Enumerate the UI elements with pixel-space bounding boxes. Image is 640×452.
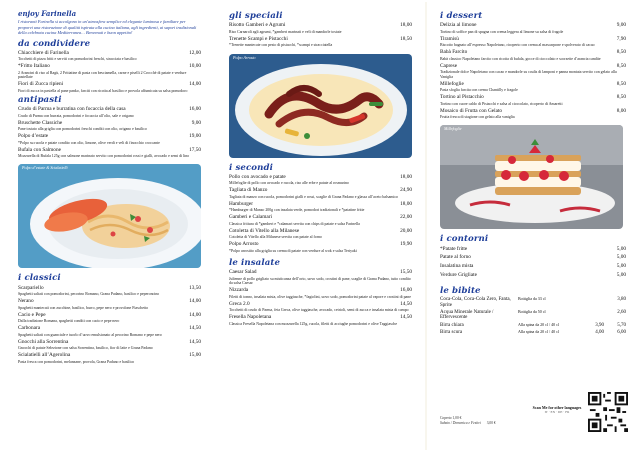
- qr-code-icon[interactable]: [588, 392, 628, 432]
- menu-item-name: Pollo con avocado e patate: [229, 173, 286, 180]
- menu-item-desc: *Trenette mantecate con pesto di pistacchi, *scampi e stracciatella: [229, 43, 333, 48]
- menu-item-desc: Tradizionale dolce Napoletano con cacao e mandorle su coulis di lamponi e panna montata servito con gelato alla Vaniglia: [440, 70, 617, 79]
- menu-item-row: [18, 313, 201, 319]
- menu-item-row: [18, 299, 201, 305]
- section-antipasti: [18, 96, 201, 159]
- menu-item-row: [440, 23, 626, 29]
- menu-item-desc: Classica frittura di *gamberi e *calamari servita con chips di patate e salsa Farinella: [229, 221, 360, 226]
- menu-item-row: [440, 37, 626, 43]
- menu-item-row: [440, 255, 626, 261]
- menu-item-name: Scialatielli all’Agerolina: [18, 352, 71, 359]
- menu-item-name: Tortino al Pistacchio: [440, 94, 484, 101]
- section-title: gli speciali: [229, 11, 283, 21]
- menu-item-price: 19,90: [400, 241, 412, 248]
- menu-item-desc: Dalla tradizione Romana, spaghetti conditi con cacio e pepe nero: [18, 319, 120, 324]
- menu-item: [229, 229, 412, 240]
- drink-name: Birra chiara: [440, 322, 464, 328]
- section-da-condividere: [18, 40, 201, 93]
- scan-text: Scan Me for other languages: [532, 405, 582, 410]
- photo-pasta-shrimp: [18, 164, 201, 268]
- drink-price-large: 5,70: [617, 322, 626, 328]
- menu-item-price: 18,00: [400, 22, 412, 29]
- menu-item: [18, 64, 201, 79]
- menu-column-2: [213, 0, 426, 452]
- menu-item: [440, 95, 626, 106]
- menu-item-desc: Riso Carnaroli agli agrumi, *gamberi marinati e veli di mandorle tostate: [229, 29, 342, 34]
- photo-polpo-arrosto: [229, 54, 412, 158]
- menu-item-desc: Filetti di tonno, insalata mista, olive taggiasche, *fagiolini, uovo sodo, pomodorini patate al vapore e crostini di pane: [229, 294, 411, 299]
- drink-row: [440, 330, 626, 336]
- menu-item: [18, 107, 201, 118]
- menu-item-price: 14,50: [189, 325, 201, 332]
- fee-info: [440, 416, 496, 425]
- menu-item: [440, 23, 626, 34]
- menu-item-name: Millefoglie: [440, 80, 464, 87]
- menu-item-row: [440, 264, 626, 270]
- menu-item-price: 5,00: [616, 254, 626, 261]
- menu-item-desc: Julienne di pollo grigliato su misticanza dell’orto, uovo sodo, crostini di pane, scaglie di Grana Padano, tutto condito da salsa Caesar: [229, 276, 411, 286]
- menu-item-desc: Millefoglie di pollo con avocado e rucola, riso alle erbe e patate al rosmarino: [229, 181, 349, 186]
- pasta-shrimp-image: [18, 164, 201, 268]
- scan-langs: IT · EN · DE · FR: [544, 409, 570, 414]
- menu-item: [229, 315, 412, 326]
- menu-item-desc: Spaghetti saltati con guanciale e tuorlo d’uovo emulsionato al pecorino Romano e pepe nero: [18, 332, 162, 337]
- menu-item: [229, 242, 412, 253]
- menu-item-desc: Tortino di soffice pan di spagna con crema leggera al limone su salsa di fragole: [440, 29, 564, 34]
- menu-item-name: Gamberi e Calamari: [229, 214, 272, 221]
- menu-item: [18, 286, 201, 297]
- section-title: antipasti: [18, 94, 62, 105]
- menu-item-desc: Pasta fresca con pomodorini, melanzane, provola, Grana Padano e basilico: [18, 359, 135, 364]
- drink-name: Acqua Minerale Naturale / Effervescente: [440, 309, 494, 321]
- menu-item-desc: *Polpo su rucola e patate condito con olio, limone, olive verdi e veli di finocchio croccante: [18, 140, 160, 145]
- menu-item-name: Cotoletta di Vitello alla Milanese: [229, 227, 300, 234]
- menu-item-name: Delizia al limone: [440, 22, 477, 29]
- menu-item-price: 14,50: [189, 338, 201, 345]
- menu-item: [440, 247, 626, 253]
- section-title: i dessert: [440, 11, 483, 21]
- menu-item-desc: Mozzarella di Bufala 125g con salmone marinato servito con pomodorini rossi e gialli, avocado e semi di lino: [18, 154, 190, 159]
- section-title: le bibite: [440, 285, 481, 296]
- menu-item-price: 24,90: [400, 187, 412, 194]
- menu-item-price: 8,50: [616, 94, 626, 101]
- drink-price: 3,80: [617, 297, 626, 303]
- menu-item-name: Caesar Salad: [229, 269, 257, 276]
- menu-item-price: 5,00: [616, 245, 626, 252]
- menu-item-row: [440, 273, 626, 279]
- menu-item-name: Fresella Napoletana: [229, 314, 272, 321]
- drink-row: [440, 310, 626, 321]
- menu-item: [18, 326, 201, 337]
- menu-item: [229, 215, 412, 226]
- section-title: da condividere: [18, 38, 91, 49]
- menu-footer: [440, 388, 628, 438]
- menu-item: [18, 82, 201, 93]
- menu-item-name: Bufala con Salmone: [18, 146, 61, 153]
- drink-size: Bottiglia da 50 cl: [518, 308, 546, 314]
- menu-item-name: *Patate fritte: [440, 245, 468, 252]
- menu-item: [18, 299, 201, 310]
- menu-item-row: [440, 82, 626, 88]
- drink-row: [440, 297, 626, 308]
- menu-item-price: 22,00: [400, 214, 412, 221]
- intro-title: enjoy Farinella: [18, 9, 77, 18]
- menu-column-3: [426, 0, 640, 452]
- menu-item-row: [229, 288, 412, 294]
- menu-item-name: Gnocchi alla Sorrentina: [18, 338, 69, 345]
- menu-item-row: [18, 353, 201, 359]
- menu-item-name: Hamburger: [229, 200, 254, 207]
- menu-item-name: Chiacchiere di Farinella: [18, 49, 69, 56]
- section-i-contorni: [440, 235, 626, 278]
- menu-item: [440, 37, 626, 48]
- millefoglie-image: [440, 125, 623, 229]
- menu-item-row: [229, 37, 412, 43]
- menu-item-desc: Tortino con cuore caldo di Pistacchi e salsa al cioccolato, ricoperto di Amaretti: [440, 101, 563, 106]
- menu-item-row: [440, 95, 626, 101]
- section-title: i classici: [18, 273, 61, 284]
- menu-item-desc: Classica Fresella Napoletana con mozzarella 125g, rucola, filetti di acciughe pomodorini e olive Taggiasche: [229, 321, 398, 326]
- menu-item-name: Risotto Gamberi e Agrumi: [229, 22, 286, 29]
- menu-item-row: [440, 64, 626, 70]
- drink-row: [440, 323, 626, 329]
- menu-item-price: 10,00: [189, 63, 201, 70]
- menu-item: [440, 82, 626, 93]
- fee-extra: Sabato / Domenica e Festivi: [440, 420, 481, 425]
- menu-item-price: 14,00: [189, 81, 201, 88]
- menu-item-price: 14,50: [400, 300, 412, 307]
- menu-item-row: [229, 23, 412, 29]
- menu-item-desc: Crudo di Parma con burrata, pomodorini e focaccia all’olio, sale e origano: [18, 113, 134, 118]
- menu-item: [18, 340, 201, 351]
- menu-item-price: 9,00: [191, 119, 201, 126]
- menu-item-row: [440, 109, 626, 115]
- menu-item-desc: Spaghetti mantecati con zucchine, basilico, burro, pepe nero e provolone Fiaschetto: [18, 305, 149, 310]
- menu-item-desc: *Hamburger di Manzo 200g con insalata verde, pomodori tradizionali e *patatine fritte: [229, 208, 365, 213]
- drink-size: Alla spina da 20 cl / 40 cl: [518, 328, 559, 334]
- menu-item-row: [229, 242, 412, 248]
- menu-item-row: [18, 82, 201, 88]
- menu-item-price: 14,00: [189, 298, 201, 305]
- menu-item: [440, 264, 626, 270]
- menu-item-price: 7,90: [616, 35, 626, 42]
- scan-note: [530, 406, 584, 415]
- menu-item-price: 17,50: [189, 146, 201, 153]
- menu-item-name: Greca 2.0: [229, 300, 250, 307]
- menu-item-name: Scarpariello: [18, 284, 44, 291]
- menu-item: [440, 109, 626, 120]
- drink-name: Coca-Cola, Coca-Cola Zero, Fanta, Sprite: [440, 297, 511, 308]
- menu-item-price: 19,00: [189, 133, 201, 140]
- menu-item-desc: 2 Arancini di riso al Ragù, 2 Frittatine di pasta con besciamella, carne e piselli 2 Crocchè di patate e verdure pastellate: [18, 70, 187, 80]
- menu-item: [229, 175, 412, 186]
- menu-item-name: Polpo Arrosto: [229, 241, 259, 248]
- drink-size: Bottiglia da 33 cl: [518, 296, 546, 302]
- menu-item-row: [18, 286, 201, 292]
- menu-item-name: Trenette Scampi e Pistacchi: [229, 35, 288, 42]
- menu-item-row: [440, 247, 626, 253]
- menu-item-desc: Babà classico Napoletano farcito con ricotta di bufala, gocce di cioccolato e scorzette d’arancia candite: [440, 56, 601, 61]
- menu-item-name: Nerano: [18, 298, 34, 305]
- menu-item-desc: Tagliata di manzo con rucola, pomodorini gialli e rossi, scaglie di Grana Padano e glassa all’aceto balsamico: [229, 194, 399, 199]
- section-title: i secondi: [229, 162, 273, 173]
- menu-item-desc: Pasta sfoglia farcita con crema Chantilly e fragole: [440, 88, 518, 93]
- menu-item-desc: Cotoletta di Vitello alla Milanese servita con patate al forno: [229, 235, 322, 240]
- menu-item-price: 15,00: [189, 352, 201, 359]
- menu-item-price: 9,00: [616, 22, 626, 29]
- menu-item: [229, 188, 412, 199]
- menu-item-price: 8,50: [616, 80, 626, 87]
- photo-caption: Polpo d’estate & Scialatielli: [22, 165, 68, 171]
- menu-item-price: 18,00: [400, 173, 412, 180]
- section-i-classici: [18, 274, 201, 364]
- menu-item: [229, 37, 412, 48]
- menu-item-desc: Spaghetti saltati con pomodorini, pecorino Romano, Grana Padano, basilico e peperoncino: [18, 292, 160, 297]
- menu-item-name: Crudo di Parma e burratina con focaccia della casa: [18, 106, 126, 113]
- menu-item: [440, 50, 626, 61]
- menu-item-price: 18,00: [400, 200, 412, 207]
- menu-item-row: [229, 215, 412, 221]
- menu-item-desc: Tocchetti di crudo di Parma, feta Greca, olive taggiasche, avocado, cetrioli, semi di zucca e insalata mista di campo: [229, 308, 409, 313]
- menu-item-row: [229, 229, 412, 235]
- menu-item-name: Insalatina mista: [440, 263, 474, 270]
- menu-item: [229, 302, 412, 313]
- section-gli-speciali: [229, 12, 412, 48]
- menu-item-desc: *Polpo arrostito alla griglia su crema di patate con verdure al wok e salsa Teriyaki: [229, 248, 357, 253]
- menu-item-row: [18, 107, 201, 113]
- menu-item-name: Fiori di Zucca ripieni: [18, 81, 64, 88]
- menu-item-row: [229, 188, 412, 194]
- menu-item: [229, 202, 412, 213]
- menu-item-row: [18, 326, 201, 332]
- menu-item-name: Carbonara: [18, 325, 41, 332]
- menu-item-row: [18, 148, 201, 154]
- drink-price: 2,60: [617, 309, 626, 315]
- menu-item-price: 14,00: [189, 311, 201, 318]
- menu-item-row: [440, 50, 626, 56]
- menu-item-price: 15,50: [400, 269, 412, 276]
- photo-caption: Polpo Arrosto: [233, 54, 256, 60]
- menu-item-price: 8,50: [616, 49, 626, 56]
- menu-item-row: [18, 340, 201, 346]
- menu-item-row: [18, 121, 201, 127]
- menu-item-row: [18, 51, 201, 57]
- drink-price-small: 3,90: [595, 322, 604, 328]
- menu-item: [18, 134, 201, 145]
- menu-item-name: Babà Farcito: [440, 49, 468, 56]
- menu-item-name: Tiramisù: [440, 35, 459, 42]
- menu-item-desc: Pane tostato alla griglia con pomodorini freschi conditi con olio, origano e basilico: [18, 127, 147, 132]
- menu-item: [440, 255, 626, 261]
- menu-item-row: [229, 175, 412, 181]
- fee-extra-price: 3,00 €: [486, 420, 496, 425]
- menu-item-name: Cacio e Pepe: [18, 311, 46, 318]
- menu-item-price: 12,00: [189, 49, 201, 56]
- section-i-secondi: [229, 164, 412, 254]
- photo-caption: Millefoglie: [444, 126, 462, 132]
- menu-item-desc: Gnocchi di patate Selezione con salsa Sorrentina, basilico, fior di latte e Grana Padano: [18, 346, 153, 351]
- menu-item-name: Verdure Grigliate: [440, 271, 477, 278]
- menu-item-price: 18,50: [400, 35, 412, 42]
- menu-item-price: 5,00: [616, 271, 626, 278]
- menu-item-row: [229, 315, 412, 321]
- fee-label: Coperto 1,00 €: [440, 416, 462, 420]
- menu-item-name: *Fritto Italiano: [18, 63, 50, 70]
- menu-item: [18, 148, 201, 159]
- menu-item-row: [18, 64, 201, 70]
- menu-item-name: Mosaico di Frutta con Gelato: [440, 107, 503, 114]
- menu-item-row: [229, 302, 412, 308]
- menu-item: [18, 121, 201, 132]
- menu-item: [229, 288, 412, 299]
- menu-item-price: 14,50: [400, 314, 412, 321]
- menu-item-row: [229, 270, 412, 276]
- menu-item-name: Nizzarda: [229, 287, 249, 294]
- menu-item-row: [18, 134, 201, 140]
- menu-item-price: 16,00: [189, 106, 201, 113]
- section-i-dessert: [440, 12, 626, 119]
- drink-size: Alla spina da 20 cl / 40 cl: [518, 321, 559, 327]
- menu-item-name: Polpo d’estate: [18, 133, 49, 140]
- drink-price-large: 6,00: [617, 329, 626, 335]
- intro-text: I ristoranti Farinella si accolgono in un’atmosfera semplice ed elegante luminosa e familiare per proporvi una ristorazione di qualità ispirata alla cucina italiana, agli ingredienti, ai sapori tradizionali della celebrata cucina Mediterranea… Benvenuti e buon appetito!: [18, 19, 197, 35]
- menu-column-1: [0, 0, 213, 452]
- menu-item-price: 8,00: [616, 107, 626, 114]
- menu-item-desc: Biscotto bagnato all’espresso Napoletano, ricoperto con crema al mascarpone e spolverato di cacao: [440, 43, 595, 48]
- menu-item: [18, 353, 201, 364]
- drink-name: Birra scura: [440, 329, 463, 335]
- menu-item-desc: Tocchetti di pizza fritti e serviti con pomodorini freschi, stracciata e basilico: [18, 57, 137, 62]
- menu-item: [18, 51, 201, 62]
- menu-item-name: Caprese: [440, 62, 458, 69]
- section-le-bibite: [440, 287, 626, 336]
- menu-item-price: 13,50: [189, 284, 201, 291]
- photo-millefoglie: [440, 125, 623, 229]
- menu-item: [440, 273, 626, 279]
- menu-item-price: 16,00: [400, 287, 412, 294]
- menu-item-price: 5,00: [616, 263, 626, 270]
- section-le-insalate: [229, 259, 412, 326]
- drink-price-small: 4,00: [595, 329, 604, 335]
- menu-item: [229, 270, 412, 285]
- menu-item-name: Patate al forno: [440, 254, 471, 261]
- section-title: le insalate: [229, 258, 281, 269]
- menu-item-row: [229, 202, 412, 208]
- menu-item-price: 8,50: [616, 62, 626, 69]
- section-title: i contorni: [440, 234, 489, 245]
- menu-item: [440, 64, 626, 79]
- menu-item-desc: Fiori di zucca in pastella al pane panko, farciti con ricotta al basilico e provola affumicata su salsa pomodoro: [18, 88, 188, 93]
- menu-item-name: Bruschette Classiche: [18, 119, 63, 126]
- menu-item: [18, 313, 201, 324]
- menu-item-name: Tagliata di Manzo: [229, 187, 268, 194]
- menu-item-price: 20,00: [400, 227, 412, 234]
- polpo-arrosto-image: [229, 54, 412, 158]
- menu-item-desc: Frutta fresca di stagione con gelato alla vaniglia: [440, 114, 515, 119]
- menu-item: [229, 23, 412, 34]
